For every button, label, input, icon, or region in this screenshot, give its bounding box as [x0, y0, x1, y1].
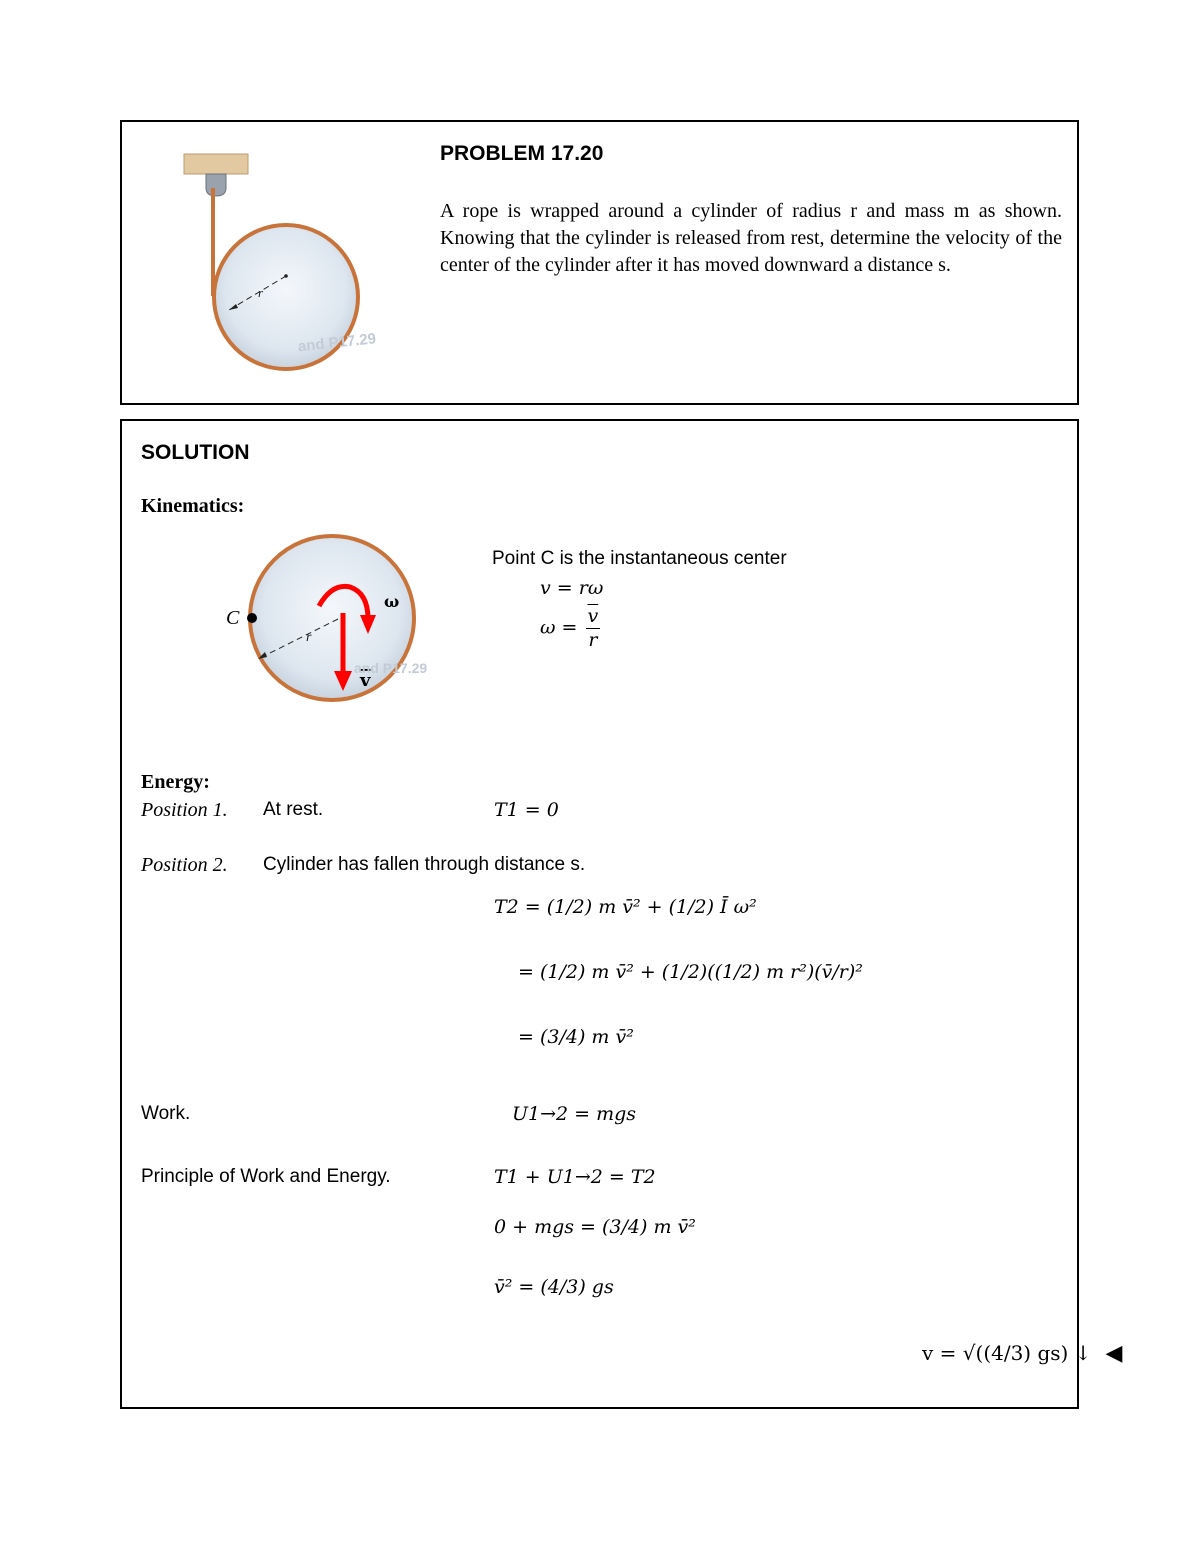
problem-title: PROBLEM 17.20: [440, 142, 604, 165]
eq-t2-line1: T2 = (1/2) m v̄² + (1/2) Ī ω²: [494, 896, 757, 918]
eq-t2-line3: = (3/4) m v̄²: [518, 1026, 634, 1048]
omega-label: ω: [384, 592, 400, 611]
radius-label: r: [258, 285, 264, 300]
ceiling-block: [184, 154, 248, 174]
final-answer-text: v = √((4/3) gs) ↓: [922, 1341, 1092, 1365]
energy-heading: Energy:: [141, 771, 210, 793]
eq-t1: T1 = 0: [494, 799, 559, 821]
kinematics-figure: [214, 531, 434, 711]
position-2-label: Position 2.: [141, 854, 228, 876]
solution-title: SOLUTION: [141, 441, 250, 464]
radius-label: r: [306, 630, 312, 645]
eq-work: U1→2 = mgs: [512, 1103, 637, 1125]
final-answer: [922, 1341, 1122, 1366]
eq-omega-lhs: ω =: [540, 616, 578, 639]
eq-omega-den: r: [588, 629, 598, 651]
problem-box: [120, 120, 1079, 405]
problem-statement: A rope is wrapped around a cylinder of radius r and mass m as shown. Knowing that the cylinder is released from rest, determine the velocity of the center of the cylinder after it has moved downward a distance s.: [440, 200, 1062, 276]
eq-t2-line2: = (1/2) m v̄² + (1/2)((1/2) m r²)(v̄/r)²: [518, 961, 863, 983]
solution-box: [120, 419, 1123, 1409]
work-label: Work.: [141, 1103, 191, 1124]
kinematics-heading: Kinematics:: [141, 495, 245, 517]
eq-principle-1: T1 + U1→2 = T2: [494, 1166, 656, 1188]
eq-omega-num: $\overline{v}$: [587, 605, 599, 627]
eq-principle-2: 0 + mgs = (3/4) m v̄²: [494, 1216, 696, 1238]
principle-label: Principle of Work and Energy.: [141, 1166, 391, 1187]
position-1-desc: At rest.: [263, 799, 324, 820]
figure-watermark: and P17.29: [297, 330, 377, 356]
kinematics-statement: Point C is the instantaneous center: [492, 548, 787, 569]
figure-watermark: and P17.29: [354, 660, 428, 676]
velocity-label: v: [360, 670, 371, 691]
position-1-label: Position 1.: [141, 799, 228, 821]
point-c-dot: [247, 613, 257, 623]
eq-omega: [540, 607, 602, 650]
point-c-label: C: [226, 607, 240, 629]
position-2-desc: Cylinder has fallen through distance s.: [263, 854, 586, 875]
rope-cylinder-figure: [180, 150, 380, 382]
rope-mount: [206, 174, 226, 196]
eq-principle-3: v̄² = (4/3) gs: [494, 1276, 614, 1298]
answer-marker-icon: ◀: [1105, 1341, 1123, 1366]
eq-v-equals-r-omega: v = rω: [540, 577, 604, 599]
